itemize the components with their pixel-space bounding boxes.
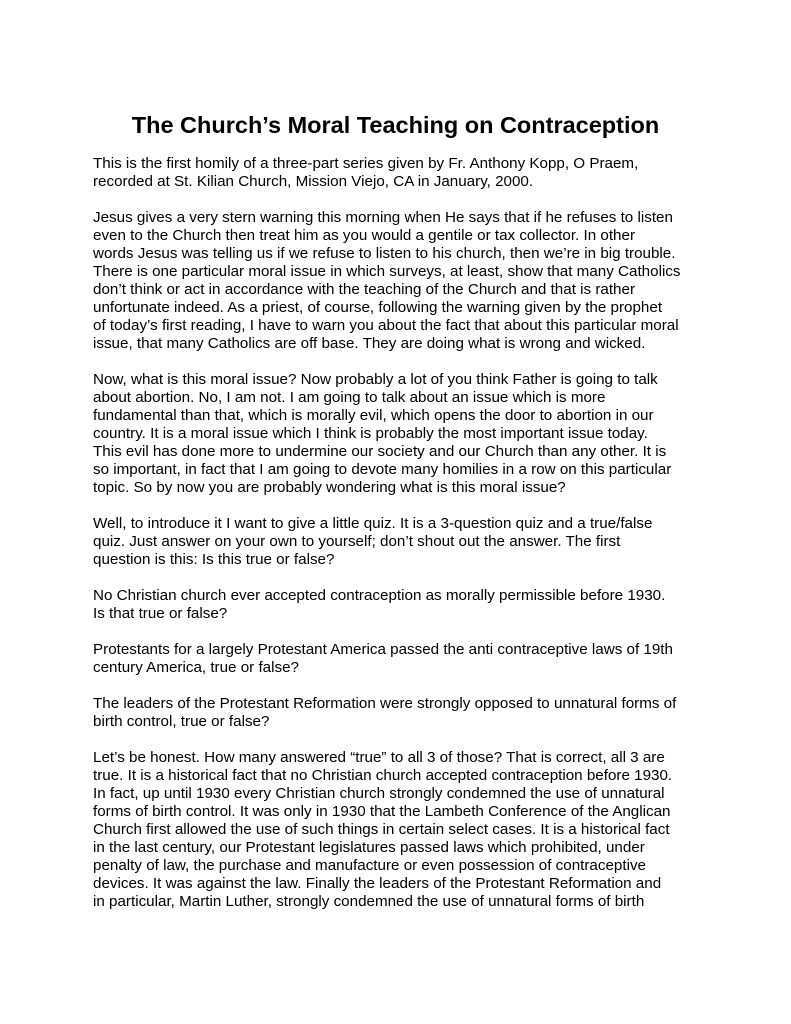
text-line: birth control, true or false?: [93, 713, 270, 730]
text-line: The leaders of the Protestant Reformation were strongly opposed to unnatural forms of: [93, 695, 677, 712]
paragraph: [93, 515, 713, 569]
text-line: recorded at St. Kilian Church, Mission Viejo, CA in January, 2000.: [93, 173, 534, 190]
text-line: Jesus gives a very stern warning this morning when He says that if he refuses to listen: [93, 209, 673, 226]
text-line: fundamental than that, which is morally evil, which opens the door to abortion in our: [93, 407, 654, 424]
text-line: country. It is a moral issue which I think is probably the most important issue today.: [93, 425, 648, 442]
text-line: century America, true or false?: [93, 659, 299, 676]
text-line: Well, to introduce it I want to give a little quiz. It is a 3-question quiz and a true/false: [93, 515, 653, 532]
text-line: in particular, Martin Luther, strongly condemned the use of unnatural forms of birth: [93, 893, 645, 910]
text-line: of today’s first reading, I have to warn you about the fact that about this particular moral: [93, 317, 679, 334]
text-line: Let’s be honest. How many answered “true” to all 3 of those? That is correct, all 3 are: [93, 749, 665, 766]
document-title: The Church’s Moral Teaching on Contraception: [131, 112, 660, 138]
text-line: This is the first homily of a three-part series given by Fr. Anthony Kopp, O Praem,: [93, 155, 639, 172]
paragraph: [93, 695, 713, 731]
text-line: forms of birth control. It was only in 1930 that the Lambeth Conference of the Anglican: [93, 803, 671, 820]
text-line: so important, in fact that I am going to devote many homilies in a row on this particular: [93, 461, 672, 478]
text-line: don’t think or act in accordance with the teaching of the Church and that is rather: [93, 281, 636, 298]
paragraph: [93, 209, 713, 353]
paragraph: [93, 749, 713, 911]
document-body: [93, 155, 713, 929]
text-line: devices. It was against the law. Finally the leaders of the Protestant Reformation and: [93, 875, 662, 892]
text-line: topic. So by now you are probably wondering what is this moral issue?: [93, 479, 566, 496]
text-line: in the last century, our Protestant legislatures passed laws which prohibited, under: [93, 839, 645, 856]
text-line: This evil has done more to undermine our society and our Church than any other. It is: [93, 443, 667, 460]
text-line: Now, what is this moral issue? Now probably a lot of you think Father is going to talk: [93, 371, 658, 388]
text-line: No Christian church ever accepted contraception as morally permissible before 1930.: [93, 587, 666, 604]
paragraph: [93, 641, 713, 677]
text-line: penalty of law, the purchase and manufacture or even possession of contraceptive: [93, 857, 646, 874]
text-line: Is that true or false?: [93, 605, 228, 622]
text-line: unfortunate indeed. As a priest, of course, following the warning given by the prophet: [93, 299, 663, 316]
text-line: Church first allowed the use of such things in certain select cases. It is a historical fact: [93, 821, 670, 838]
text-line: words Jesus was telling us if we refuse to listen to his church, then we’re in big trouble.: [93, 245, 676, 262]
text-line: issue, that many Catholics are off base. They are doing what is wrong and wicked.: [93, 335, 646, 352]
text-line: In fact, up until 1930 every Christian church strongly condemned the use of unnatural: [93, 785, 665, 802]
text-line: Protestants for a largely Protestant America passed the anti contraceptive laws of 19th: [93, 641, 673, 658]
paragraph: [93, 587, 713, 623]
text-line: about abortion. No, I am not. I am going to talk about an issue which is more: [93, 389, 606, 406]
text-line: true. It is a historical fact that no Christian church accepted contraception before 1930.: [93, 767, 673, 784]
text-line: question is this: Is this true or false?: [93, 551, 335, 568]
text-line: There is one particular moral issue in which surveys, at least, show that many Catholics: [93, 263, 681, 280]
paragraph: [93, 371, 713, 497]
text-line: quiz. Just answer on your own to yourself; don’t shout out the answer. The first: [93, 533, 621, 550]
text-line: even to the Church then treat him as you would a gentile or tax collector. In other: [93, 227, 635, 244]
paragraph: [93, 155, 713, 191]
